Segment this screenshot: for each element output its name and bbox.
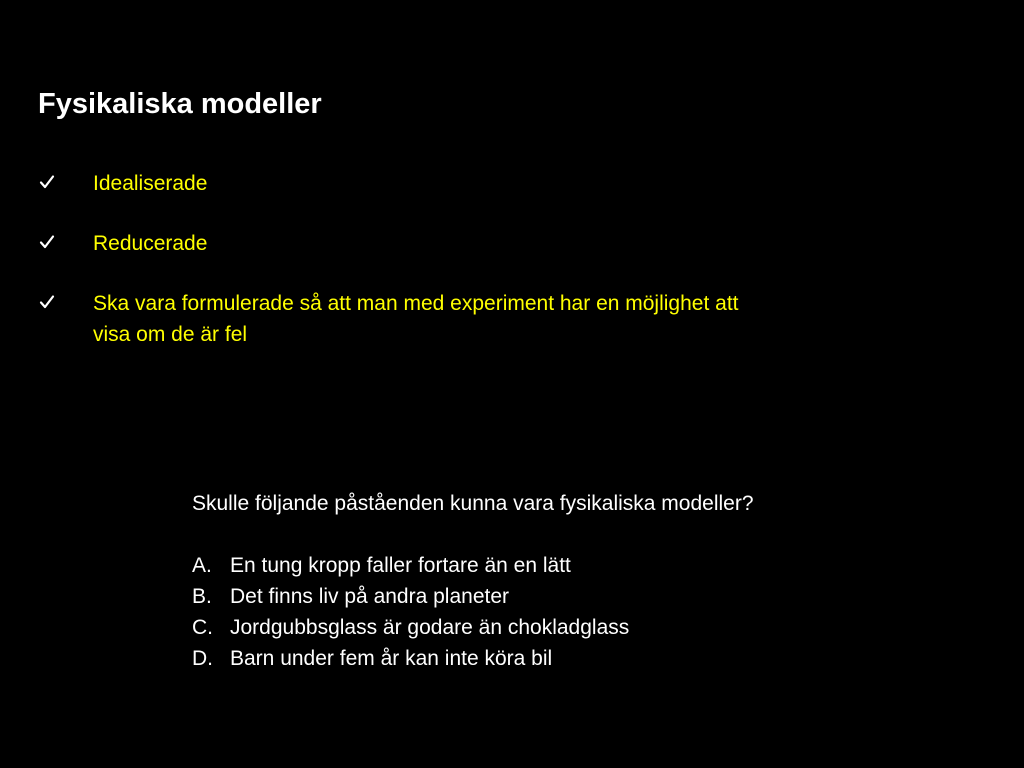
option-text: Jordgubbsglass är godare än chokladglass	[230, 616, 630, 639]
bullet-item	[38, 168, 798, 199]
option-letter: A.	[192, 554, 212, 577]
option-item	[192, 550, 992, 581]
option-text: Det finns liv på andra planeter	[230, 585, 509, 608]
bullet-text: Idealiserade	[93, 172, 208, 195]
option-text: Barn under fem år kan inte köra bil	[230, 647, 553, 670]
checkmark-icon	[39, 288, 55, 319]
question-block	[192, 488, 992, 674]
slide-title: Fysikaliska modeller	[38, 88, 322, 120]
option-list	[192, 550, 992, 674]
bullet-text: Ska vara formulerade så att man med experiment har en möjlighet att visa om de är fel	[93, 292, 739, 346]
option-text: En tung kropp faller fortare än en lätt	[230, 554, 571, 577]
option-item	[192, 581, 992, 612]
bullet-item	[38, 288, 798, 350]
bullet-item	[38, 228, 798, 259]
checkmark-icon	[39, 168, 55, 199]
question-text: Skulle följande påståenden kunna vara fysikaliska modeller?	[192, 492, 754, 515]
bullet-list	[38, 168, 798, 379]
bullet-text: Reducerade	[93, 232, 208, 255]
option-letter: C.	[192, 616, 213, 639]
option-item	[192, 643, 992, 674]
option-item	[192, 612, 992, 643]
option-letter: D.	[192, 647, 213, 670]
option-letter: B.	[192, 585, 212, 608]
checkmark-icon	[39, 228, 55, 259]
